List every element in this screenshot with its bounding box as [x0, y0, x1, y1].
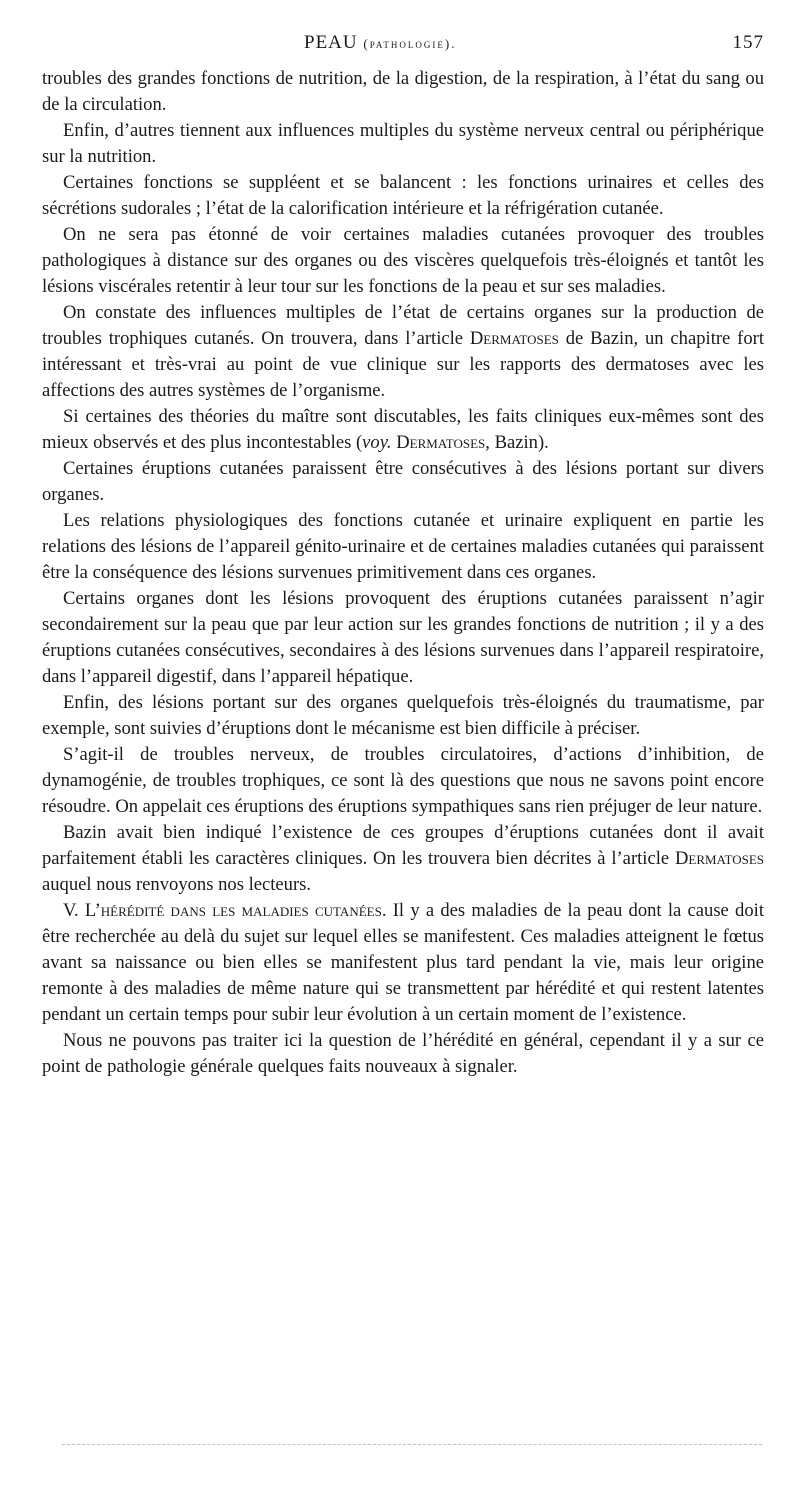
section-heading: V. L’hérédité dans les maladies cutanées. [63, 900, 387, 921]
paragraph-text: Bazin avait bien indiqué l’existence de ces groupes d’éruptions cutanées dont il avait parfaitement établi les caractères cliniques. On les trouvera bien décrites à l’article [42, 822, 764, 869]
paragraph [42, 820, 764, 898]
paragraph: Certains organes dont les lésions provoquent des éruptions cutanées paraissent n’agir secondairement sur la peau que par leur action sur les grandes fonctions de nutrition ; il y a des éruptions cutanées consécutives, secondaires à des lésions survenues dans l’appareil respiratoire, dans l’appareil digestif, dans l’appareil hépatique. [42, 588, 764, 687]
paragraph [42, 404, 764, 456]
paragraph [42, 300, 764, 404]
page-number: 157 [732, 32, 764, 53]
paragraph-text: auquel nous renvoyons nos lecteurs. [42, 874, 312, 895]
running-title-sub: (pathologie). [363, 36, 457, 51]
running-title [304, 32, 456, 54]
paragraph: Certaines fonctions se suppléent et se balancent : les fonctions urinaires et celles des sécrétions sudorales ; l’état de la calorification intérieure et la réfrigération cutanée. [42, 172, 764, 219]
cross-reference: Dermatoses [396, 432, 486, 453]
cross-reference: Dermatoses [469, 328, 559, 349]
paragraph: Enfin, des lésions portant sur des organes quelquefois très-éloignés du traumatisme, par exemple, sont suivies d’éruptions dont le mécanisme est bien difficile à préciser. [42, 692, 764, 739]
book-page [42, 32, 764, 1080]
paragraph-text: Si certaines des théories du maître sont discutables, les faits cliniques eux-mêmes sont des mieux observés et des plus incontestables ( [42, 406, 764, 453]
paragraph-text: , Bazin). [485, 432, 549, 453]
voy-abbreviation: voy. [362, 432, 392, 453]
body-text [42, 66, 764, 1080]
paragraph: On ne sera pas étonné de voir certaines maladies cutanées provoquer des troubles pathologiques à distance sur des organes ou des viscères quelquefois très-éloignés et tantôt les lésions viscérales retentir à leur tour sur les fonctions de la peau et sur ses maladies. [42, 224, 764, 297]
cross-reference: Dermatoses [674, 848, 764, 869]
paragraph: troubles des grandes fonctions de nutrition, de la digestion, de la respiration, à l’état du sang ou de la circulation. [42, 68, 764, 115]
footer-print-artifact [62, 1444, 762, 1445]
paragraph: Nous ne pouvons pas traiter ici la question de l’hérédité en général, cependant il y a sur ce point de pathologie générale quelques faits nouveaux à signaler. [42, 1030, 764, 1077]
paragraph-text: On constate des influences multiples de l’état de certains organes sur la production de troubles trophiques cutanés. On trouvera, dans l’article [42, 302, 764, 349]
paragraph: Certaines éruptions cutanées paraissent être consécutives à des lésions portant sur divers organes. [42, 458, 764, 505]
paragraph: Enfin, d’autres tiennent aux influences multiples du système nerveux central ou périphérique sur la nutrition. [42, 120, 764, 167]
paragraph: S’agit-il de troubles nerveux, de troubles circulatoires, d’actions d’inhibition, de dynamogénie, de troubles trophiques, ce sont là des questions que nous ne savons point encore résoudre. On appelait ces éruptions des éruptions sympathiques sans rien préjuger de leur nature. [42, 744, 764, 817]
paragraph [42, 898, 764, 1028]
running-header [42, 32, 764, 56]
paragraph-text: de Bazin, un chapitre fort intéressant et très-vrai au point de vue clinique sur les rapports des dermatoses avec les affections des autres systèmes de l’organisme. [42, 328, 764, 401]
paragraph: Les relations physiologiques des fonctions cutanée et urinaire expliquent en partie les relations des lésions de l’appareil génito-urinaire et de certaines maladies cutanées qui paraissent être la conséquence des lésions survenues primitivement dans ces organes. [42, 510, 764, 583]
paragraph-text: Il y a des maladies de la peau dont la cause doit être recherchée au delà du sujet sur lequel elles se manifestent. Ces maladies atteignent le fœtus avant sa naissance ou bien elles se manifestent plus tard pendant la vie, mais leur origine remonte à des maladies de même nature qui se transmettent par hérédité et qui restent latentes pendant un certain temps pour subir leur évolution à un certain moment de l’existence. [42, 900, 764, 1025]
running-title-main: PEAU [304, 32, 358, 53]
